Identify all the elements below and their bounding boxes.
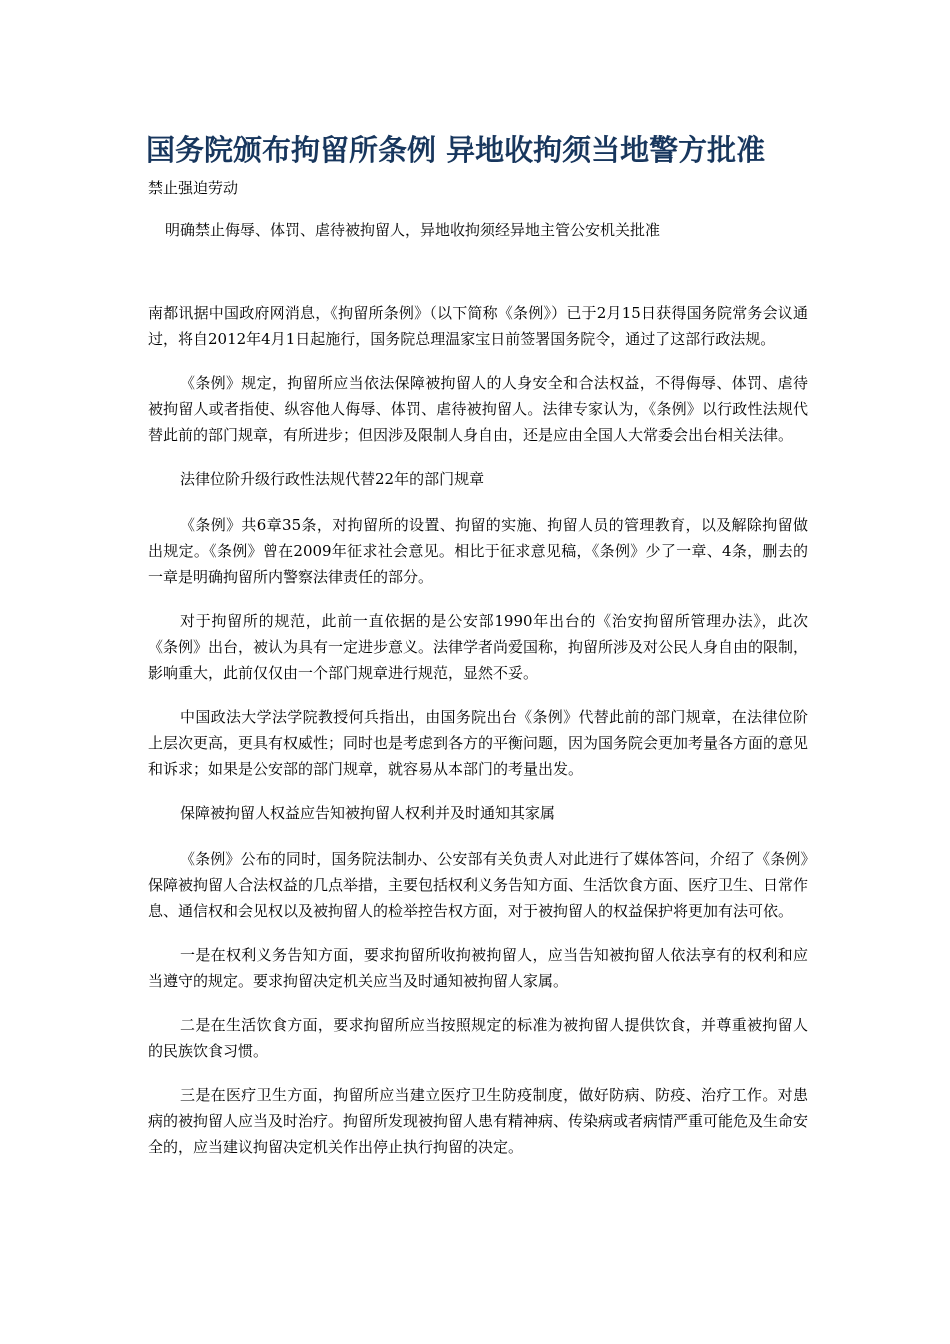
article-title: 国务院颁布拘留所条例 异地收拘须当地警方批准 [146, 133, 766, 167]
section-heading: 法律位阶升级行政性法规代替22年的部门规章 [180, 470, 485, 488]
paragraph: 《条例》规定，拘留所应当依法保障被拘留人的人身安全和合法权益，不得侮辱、体罚、虐待被拘留人或者指使、纵容他人侮辱、体罚、虐待被拘留人。法律专家认为，《条例》以行政性法规代替此前的部门规章，有所进步；但因涉及限制人身自由，还是应由全国人大常委会出台相关法律。 [148, 374, 808, 444]
paragraph: 《条例》共6章35条，对拘留所的设置、拘留的实施、拘留人员的管理教育，以及解除拘留做出规定。《条例》曾在2009年征求社会意见。相比于征求意见稿，《条例》少了一章、4条，删去的一章是明确拘留所内警察法律责任的部分。 [148, 516, 808, 586]
paragraph: 中国政法大学法学院教授何兵指出，由国务院出台《条例》代替此前的部门规章，在法律位阶上层次更高，更具有权威性；同时也是考虑到各方的平衡问题，因为国务院会更加考量各方面的意见和诉求；如果是公安部的部门规章，就容易从本部门的考量出发。 [148, 708, 809, 778]
article-subtitle: 禁止强迫劳动 [148, 179, 239, 197]
paragraph: 二是在生活饮食方面，要求拘留所应当按照规定的标准为被拘留人提供饮食，并尊重被拘留人的民族饮食习惯。 [148, 1016, 808, 1060]
article-lead: 明确禁止侮辱、体罚、虐待被拘留人，异地收拘须经异地主管公安机关批准 [165, 221, 661, 239]
section-heading: 保障被拘留人权益应告知被拘留人权利并及时通知其家属 [180, 804, 556, 822]
article-body [148, 300, 808, 1178]
paragraph: 南都讯据中国政府网消息，《拘留所条例》（以下简称《条例》）已于2月15日获得国务院常务会议通过，将自2012年4月1日起施行，国务院总理温家宝日前签署国务院令，通过了这部行政法规。 [148, 304, 808, 348]
paragraph: 三是在医疗卫生方面，拘留所应当建立医疗卫生防疫制度，做好防病、防疫、治疗工作。对患病的被拘留人应当及时治疗。拘留所发现被拘留人患有精神病、传染病或者病情严重可能危及生命安全的，应当建议拘留决定机关作出停止执行拘留的决定。 [148, 1086, 809, 1156]
paragraph: 《条例》公布的同时，国务院法制办、公安部有关负责人对此进行了媒体答问，介绍了《条例》保障被拘留人合法权益的几点举措，主要包括权利义务告知方面、生活饮食方面、医疗卫生、日常作息、通信权和会见权以及被拘留人的检举控告权方面，对于被拘留人的权益保护将更加有法可依。 [148, 850, 809, 920]
paragraph: 一是在权利义务告知方面，要求拘留所收拘被拘留人，应当告知被拘留人依法享有的权利和应当遵守的规定。要求拘留决定机关应当及时通知被拘留人家属。 [148, 946, 808, 990]
paragraph: 对于拘留所的规范，此前一直依据的是公安部1990年出台的《治安拘留所管理办法》，此次《条例》出台，被认为具有一定进步意义。法律学者尚爱国称，拘留所涉及对公民人身自由的限制，影响重大，此前仅仅由一个部门规章进行规范，显然不妥。 [148, 612, 809, 682]
